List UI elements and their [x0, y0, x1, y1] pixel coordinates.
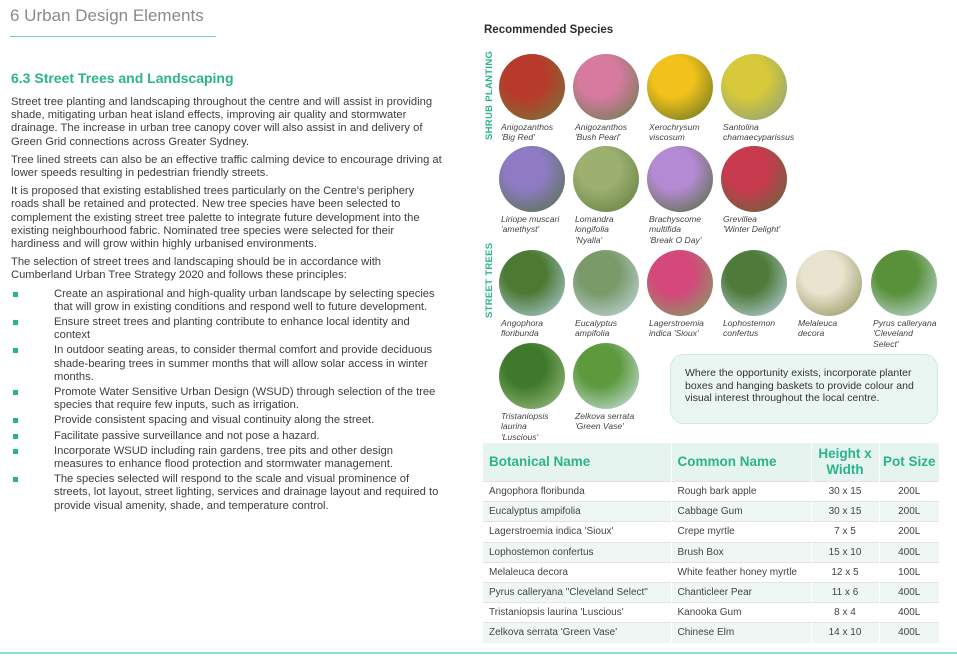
plant-photo	[499, 146, 565, 212]
bullet-marker	[13, 348, 18, 353]
pot-cell: 400L	[879, 582, 939, 602]
botanical-cell: Zelkova serrata 'Green Vase'	[483, 623, 671, 643]
list-item-text: Create an aspirational and high-quality urban landscape by selecting species that will grow in existing conditions and respond well to future development.	[54, 287, 435, 313]
species-caption: Anigozanthos 'Big Red'	[501, 122, 554, 143]
plant-photo	[721, 54, 787, 120]
pot-cell: 400L	[879, 542, 939, 562]
common-cell: White feather honey myrtle	[671, 562, 811, 582]
shrub-planting-label: SHRUB PLANTING	[484, 50, 495, 140]
plant-photo	[573, 54, 639, 120]
common-cell: Rough bark apple	[671, 482, 811, 502]
species-card	[499, 250, 577, 339]
height-cell: 15 x 10	[811, 542, 879, 562]
plant-photo	[647, 146, 713, 212]
plant-photo	[721, 146, 787, 212]
species-card	[721, 250, 799, 339]
botanical-cell: Melaleuca decora	[483, 562, 671, 582]
species-card	[499, 54, 577, 143]
street-trees-label: STREET TREES	[484, 242, 495, 318]
list-item	[11, 316, 443, 342]
column-header-pot: Pot Size	[879, 443, 939, 482]
common-cell: Chinese Elm	[671, 623, 811, 643]
list-item-text: Facilitate passive surveillance and not pose a hazard.	[54, 429, 320, 442]
species-card	[721, 146, 799, 235]
species-caption: Xerochrysum viscosum	[649, 122, 700, 143]
species-heading: Recommended Species	[484, 24, 614, 36]
section-body	[11, 96, 443, 515]
page-title: 6 Urban Design Elements	[10, 6, 204, 25]
species-caption: Melaleuca decora	[798, 318, 838, 339]
column-header-common: Common Name	[671, 443, 811, 482]
plant-photo	[573, 146, 639, 212]
species-card	[573, 250, 651, 339]
list-item	[11, 344, 443, 384]
list-item-text: Ensure street trees and planting contribute to enhance local identity and context	[54, 316, 410, 342]
botanical-cell: Pyrus calleryana "Cleveland Select"	[483, 582, 671, 602]
common-cell: Cabbage Gum	[671, 502, 811, 522]
plant-photo	[871, 250, 937, 316]
species-card	[499, 343, 577, 442]
plant-photo	[499, 54, 565, 120]
list-item-text: Provide consistent spacing and visual continuity along the street.	[54, 414, 375, 427]
pot-cell: 100L	[879, 562, 939, 582]
common-cell: Brush Box	[671, 542, 811, 562]
species-table	[483, 443, 939, 643]
botanical-cell: Tristaniopsis laurina 'Luscious'	[483, 603, 671, 623]
height-cell: 30 x 15	[811, 502, 879, 522]
bullet-marker	[13, 449, 18, 454]
species-caption: Brachyscome multifida 'Break O Day'	[649, 214, 702, 245]
botanical-cell: Angophora floribunda	[483, 482, 671, 502]
list-item	[11, 430, 443, 443]
common-cell: Crepe myrtle	[671, 522, 811, 542]
species-caption: Liriope muscari 'amethyst'	[501, 214, 560, 235]
column-header-botanical: Botanical Name	[483, 443, 671, 482]
species-caption: Zelkova serrata 'Green Vase'	[575, 411, 635, 432]
height-cell: 14 x 10	[811, 623, 879, 643]
section-heading: 6.3 Street Trees and Landscaping	[11, 70, 234, 86]
species-caption: Lomandra longifolia 'Nyalla'	[575, 214, 614, 245]
species-card	[796, 250, 874, 339]
species-card	[721, 54, 799, 143]
pot-cell: 200L	[879, 482, 939, 502]
table-row	[483, 522, 939, 542]
table-row	[483, 482, 939, 502]
plant-photo	[647, 250, 713, 316]
species-card	[573, 54, 651, 143]
bullet-marker	[13, 477, 18, 482]
species-caption: Pyrus calleryana 'Cleveland Select'	[873, 318, 937, 349]
table-row	[483, 603, 939, 623]
list-item	[11, 445, 443, 471]
species-caption: Anigozanthos 'Bush Pearl'	[575, 122, 628, 143]
bullet-marker	[13, 434, 18, 439]
table-row	[483, 502, 939, 522]
planter-note: Where the opportunity exists, incorporate planter boxes and hanging baskets to provide colour and visual interest throughout the local centre.	[670, 354, 938, 424]
list-item	[11, 288, 443, 314]
bullet-marker	[13, 320, 18, 325]
species-caption: Eucalyptus ampifolia	[575, 318, 618, 339]
species-caption: Grevillea 'Winter Delight'	[723, 214, 781, 235]
pot-cell: 200L	[879, 502, 939, 522]
column-header-height: Height x Width	[811, 443, 879, 482]
bullet-marker	[13, 418, 18, 423]
species-caption: Lophostemon confertus	[723, 318, 776, 339]
botanical-cell: Lophostemon confertus	[483, 542, 671, 562]
list-item	[11, 414, 443, 427]
bullet-marker	[13, 292, 18, 297]
plant-photo	[499, 343, 565, 409]
paragraph: It is proposed that existing established trees particularly on the Centre's periphery roads shall be retained and protected. New tree species have been selected to complement the existing street tree palette to integrate future development into the existing neighbourhood fabric. Nominated tree species were selected for their hardiness and will grow within highly urbanised environments.	[11, 185, 420, 251]
paragraph: The selection of street trees and landscaping should be in accordance with Cumberland Urban Tree Strategy 2020 and follows these principles:	[11, 256, 382, 282]
species-card	[647, 146, 725, 245]
list-item	[11, 473, 443, 513]
height-cell: 11 x 6	[811, 582, 879, 602]
table-row	[483, 582, 939, 602]
table-row	[483, 623, 939, 643]
paragraph: Tree lined streets can also be an effective traffic calming device to encourage driving at lower speeds resulting in pedestrian friendly streets.	[11, 153, 442, 180]
height-cell: 8 x 4	[811, 603, 879, 623]
list-item-text: Incorporate WSUD including rain gardens, tree pits and other design measures to enhance flood protection and stormwater management.	[54, 444, 393, 471]
species-card	[499, 146, 577, 235]
common-cell: Chanticleer Pear	[671, 582, 811, 602]
species-caption: Tristaniopsis laurina 'Luscious'	[501, 411, 549, 442]
principles-list	[11, 288, 443, 513]
species-card	[647, 250, 725, 339]
species-caption: Angophora floribunda	[501, 318, 544, 339]
table-row	[483, 542, 939, 562]
plant-photo	[647, 54, 713, 120]
botanical-cell: Eucalyptus ampifolia	[483, 502, 671, 522]
pot-cell: 400L	[879, 603, 939, 623]
pot-cell: 400L	[879, 623, 939, 643]
list-item	[11, 386, 443, 412]
species-card	[647, 54, 725, 143]
plant-photo	[573, 343, 639, 409]
plant-photo	[499, 250, 565, 316]
footer-divider	[0, 652, 957, 654]
height-cell: 7 x 5	[811, 522, 879, 542]
header-divider	[10, 36, 216, 37]
pot-cell: 200L	[879, 522, 939, 542]
species-card	[573, 343, 651, 432]
height-cell: 12 x 5	[811, 562, 879, 582]
species-card	[573, 146, 651, 245]
plant-photo	[796, 250, 862, 316]
height-cell: 30 x 15	[811, 482, 879, 502]
plant-photo	[721, 250, 787, 316]
bullet-marker	[13, 390, 18, 395]
paragraph: Street tree planting and landscaping throughout the centre and will assist in providing shade, mitigating urban heat island effects, improving air quality and stormwater drainage. The increase in urban tree canopy cover will also assist in and delivery of Green Grid connections across Greater Sydney.	[11, 96, 433, 148]
botanical-cell: Lagerstroemia indica 'Sioux'	[483, 522, 671, 542]
plant-photo	[573, 250, 639, 316]
list-item-text: In outdoor seating areas, to consider thermal comfort and provide deciduous shade-bearing trees in summer months that will allow solar access in winter months.	[54, 344, 433, 383]
common-cell: Kanooka Gum	[671, 603, 811, 623]
table-row	[483, 562, 939, 582]
table-header-row	[483, 443, 939, 482]
list-item-text: The species selected will respond to the scale and visual prominence of streets, lot layout, street lighting, services and drainage layout and required to provide visual amenity, shade, and temperature control.	[54, 473, 439, 512]
species-card	[871, 250, 949, 349]
species-caption: Santolina chamaecyparissus	[723, 122, 795, 143]
list-item-text: Promote Water Sensitive Urban Design (WSUD) through selection of the tree species that require few inputs, such as irrigation.	[54, 386, 436, 412]
species-caption: Lagerstroemia indica 'Sioux'	[649, 318, 704, 339]
